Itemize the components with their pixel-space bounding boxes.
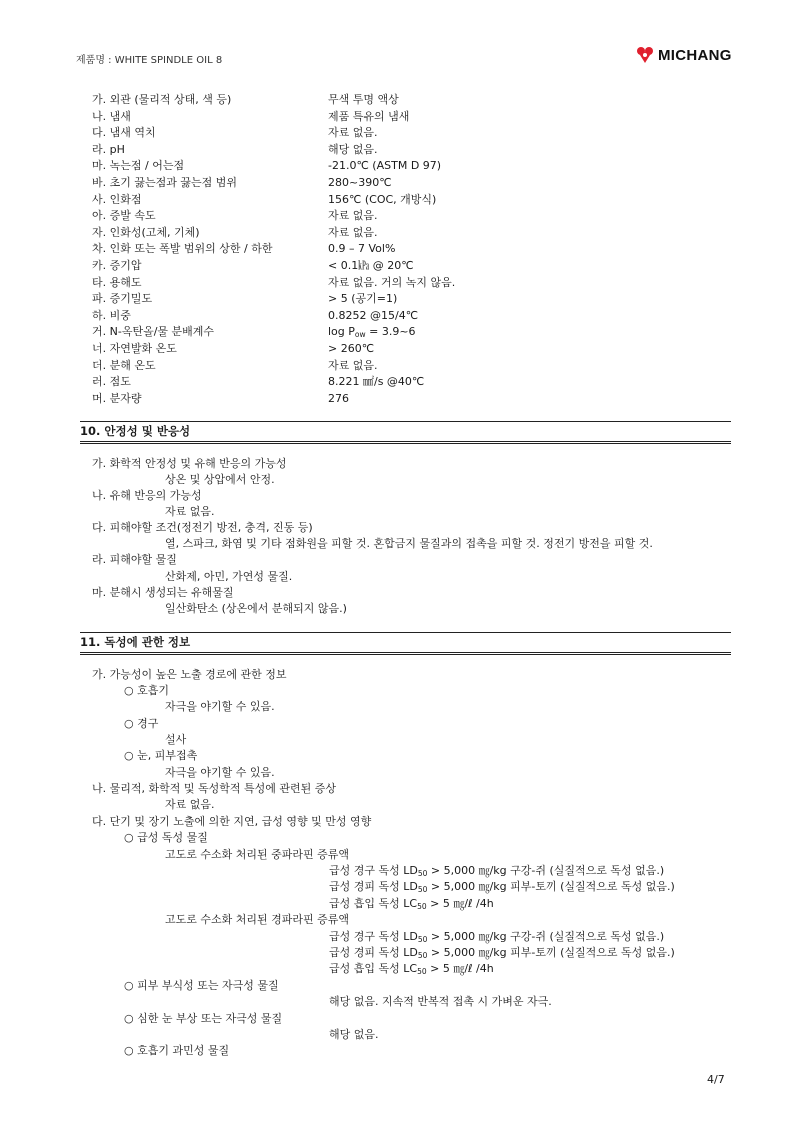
- property-label: 가. 외관 (물리적 상태, 색 등): [92, 93, 232, 106]
- property-value: 자료 없음.: [328, 209, 378, 223]
- property-label: 마. 녹는점 / 어는점: [92, 159, 185, 173]
- property-label: 차. 인화 또는 폭발 범위의 상한 / 하한: [92, 242, 273, 256]
- property-row: [92, 175, 732, 192]
- property-value: 자료 없음.: [328, 126, 378, 140]
- property-row: [92, 158, 732, 175]
- property-label: 러. 점도: [92, 375, 131, 389]
- property-value: 제품 특유의 냄새: [328, 109, 410, 123]
- property-label: 나. 냄새: [92, 109, 131, 123]
- company-logo: [636, 46, 732, 64]
- section-10-title: 10. 안정성 및 반응성: [80, 423, 731, 442]
- s11-sub2-inhalation: 급성 흡입 독성 $LC_{50} > 5$ ㎎/ℓ /4h: [329, 962, 494, 976]
- property-row: [92, 192, 732, 209]
- s10-c-text: 열, 스파크, 화염 및 기타 점화원을 피할 것. 혼합금지 물질과의 접촉을 피할 것. 정전기 방전을 피할 것.: [165, 537, 653, 550]
- property-label: 머. 분자량: [92, 391, 142, 405]
- property-row: [92, 125, 732, 142]
- s11-sub1-oral: 급성 경구 독성 $LD_{50} > 5,000$ ㎎/kg 구강-쥐 (실질적으로 독성 없음.): [329, 864, 665, 878]
- s10-b-label: 나. 유해 반응의 가능성: [92, 489, 202, 502]
- property-row: [92, 208, 732, 225]
- s10-c-label: 다. 피해야할 조건(정전기 방전, 충격, 진동 등): [92, 521, 313, 534]
- s10-a-text: 상온 및 상압에서 안정.: [165, 473, 275, 486]
- property-value: 276: [328, 391, 349, 405]
- property-row: [92, 374, 732, 391]
- s10-b-text: 자료 없음.: [165, 505, 215, 518]
- property-value: 8.221 ㎟/s @40℃: [328, 375, 425, 389]
- property-label: 너. 자연발화 온도: [92, 341, 177, 355]
- s11-resp-label: ○ 호흡기 과민성 물질: [124, 1044, 230, 1057]
- property-value: > 5 (공기=1): [328, 292, 398, 306]
- property-row: [92, 358, 732, 375]
- page-number: 4/7: [707, 1073, 725, 1086]
- property-value: 280~390℃: [328, 175, 392, 189]
- property-label: 하. 비중: [92, 308, 131, 322]
- s11-acute-label: ○ 급성 독성 물질: [124, 831, 208, 844]
- property-value: 무색 투명 액상: [328, 93, 399, 106]
- s11-inhal-label: ○ 호흡기: [124, 684, 169, 697]
- s11-inhal-text: 자극을 야기할 수 있음.: [165, 700, 275, 713]
- s11-skin-label: ○ 피부 부식성 또는 자극성 물질: [124, 979, 279, 992]
- s11-eyedmg-text: 해당 없음.: [329, 1028, 379, 1041]
- property-value: > 260℃: [328, 341, 375, 355]
- property-label: 자. 인화성(고체, 기체): [92, 225, 200, 239]
- s11-b-label: 나. 물리적, 화학적 및 독성학적 특성에 관련된 증상: [92, 782, 336, 795]
- s10-e-label: 마. 분해시 생성되는 유해물질: [92, 586, 234, 599]
- property-label: 거. N-옥탄올/물 분배계수: [92, 325, 215, 339]
- property-row: [92, 391, 732, 408]
- property-value: 0.9 – 7 Vol%: [328, 242, 396, 256]
- property-value: 자료 없음.: [328, 225, 378, 239]
- s11-sub1-dermal: 급성 경피 독성 $LD_{50} > 5,000$ ㎎/kg 피부-토끼 (실질적으로 독성 없음.): [329, 880, 675, 894]
- property-row: [92, 341, 732, 358]
- logo-text: MICHANG: [658, 46, 732, 64]
- section-11-title: 11. 독성에 관한 정보: [80, 634, 731, 653]
- s11-skin-text: 해당 없음. 지속적 반복적 접촉 시 가벼운 자극.: [329, 995, 552, 1008]
- s11-sub2-dermal: 급성 경피 독성 $LD_{50} > 5,000$ ㎎/kg 피부-토끼 (실질적으로 독성 없음.): [329, 946, 675, 960]
- property-row: [92, 308, 732, 325]
- property-value: < 0.1㎪ @ 20℃: [328, 258, 414, 272]
- property-value: 자료 없음. 거의 녹지 않음.: [328, 275, 456, 289]
- property-value: 자료 없음.: [328, 358, 378, 372]
- s11-c-label: 다. 단기 및 장기 노출에 의한 지연, 급성 영향 및 만성 영향: [92, 815, 372, 828]
- s11-a-label: 가. 가능성이 높은 노출 경로에 관한 정보: [92, 668, 287, 681]
- s11-oral-label: ○ 경구: [124, 717, 159, 730]
- property-row: [92, 142, 732, 159]
- property-label: 라. pH: [92, 142, 125, 156]
- property-row: [92, 241, 732, 258]
- property-value: $\log P_{ow}$ = 3.9~6: [328, 325, 416, 340]
- s11-eyedmg-label: ○ 심한 눈 부상 또는 자극성 물질: [124, 1012, 283, 1025]
- property-row: [92, 324, 732, 341]
- s11-sub2-name: 고도로 수소화 처리된 경파라핀 증류액: [165, 913, 350, 926]
- s11-eye-text: 자극을 야기할 수 있음.: [165, 766, 275, 779]
- properties-list: [92, 92, 732, 407]
- property-label: 바. 초기 끓는점과 끓는점 범위: [92, 175, 237, 189]
- property-label: 파. 증기밀도: [92, 292, 153, 306]
- michang-logo-icon: [636, 46, 654, 64]
- property-label: 다. 냄새 역치: [92, 126, 156, 140]
- s11-b-text: 자료 없음.: [165, 798, 215, 811]
- property-label: 사. 인화점: [92, 192, 142, 206]
- property-label: 카. 증기압: [92, 258, 142, 272]
- property-value: 0.8252 @15/4℃: [328, 308, 419, 322]
- s11-sub2-oral: 급성 경구 독성 $LD_{50} > 5,000$ ㎎/kg 구강-쥐 (실질적으로 독성 없음.): [329, 930, 665, 944]
- property-row: [92, 92, 732, 109]
- property-row: [92, 275, 732, 292]
- property-row: [92, 225, 732, 242]
- s11-eye-label: ○ 눈, 피부접촉: [124, 749, 198, 762]
- property-label: 더. 분해 온도: [92, 358, 156, 372]
- s11-sub1-name: 고도로 수소화 처리된 중파라핀 증류액: [165, 848, 350, 861]
- property-value: 156℃ (COC, 개방식): [328, 192, 437, 206]
- property-row: [92, 258, 732, 275]
- s10-d-label: 라. 피해야할 물질: [92, 553, 177, 566]
- property-label: 타. 용해도: [92, 275, 142, 289]
- product-title: 제품명 : WHITE SPINDLE OIL 8: [76, 55, 223, 66]
- property-row: [92, 109, 732, 126]
- property-value: 해당 없음.: [328, 142, 378, 156]
- property-label: 아. 증발 속도: [92, 209, 156, 223]
- property-row: [92, 291, 732, 308]
- s10-e-text: 일산화탄소 (상온에서 분해되지 않음.): [165, 602, 347, 615]
- s10-d-text: 산화제, 아민, 가연성 물질.: [165, 570, 293, 583]
- s11-sub1-inhalation: 급성 흡입 독성 $LC_{50} > 5$ ㎎/ℓ /4h: [329, 897, 494, 911]
- s11-oral-text: 설사: [165, 733, 187, 746]
- property-value: -21.0℃ (ASTM D 97): [328, 159, 442, 173]
- s10-a-label: 가. 화학적 안정성 및 유해 반응의 가능성: [92, 457, 287, 470]
